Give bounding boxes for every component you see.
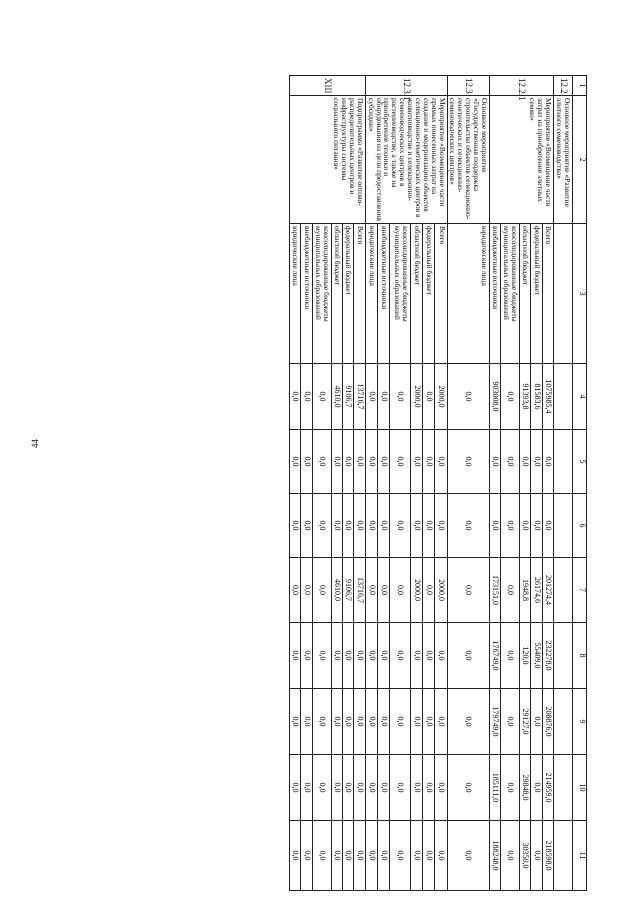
value-cell: 0,0 — [301, 364, 312, 430]
value-cell: 0,0 — [301, 494, 312, 558]
value-cell: 0,0 — [343, 755, 354, 821]
value-cell: 0,0 — [290, 689, 301, 755]
funding-source: Всего — [435, 224, 447, 364]
funding-source: областной бюджет — [410, 224, 422, 364]
value-cell: 30350,0 — [520, 821, 531, 891]
value-cell: 903008,0 — [489, 364, 500, 430]
value-cell: 81583,6 — [531, 364, 542, 430]
value-cell: 201274,4 — [542, 558, 553, 623]
value-cell: 0,0 — [390, 364, 410, 430]
value-cell: 0,0 — [354, 755, 365, 821]
table-row — [542, 76, 553, 891]
value-cell: 0,0 — [390, 755, 410, 821]
column-header: 5 — [573, 430, 587, 494]
value-cell: 0,0 — [354, 821, 365, 891]
funding-source — [554, 224, 573, 364]
value-cell: 208876,0 — [542, 689, 553, 755]
value-cell: 0,0 — [290, 364, 301, 430]
value-cell: 55409,0 — [531, 623, 542, 689]
value-cell: 0,0 — [410, 494, 422, 558]
value-cell: 0,0 — [501, 755, 520, 821]
value-cell: 0,0 — [312, 430, 331, 494]
value-cell: 0,0 — [390, 623, 410, 689]
value-cell: 0,0 — [365, 430, 377, 494]
value-cell: 0,0 — [331, 755, 342, 821]
value-cell: 0,0 — [435, 430, 447, 494]
value-cell: 0,0 — [365, 558, 377, 623]
value-cell: 9106,7 — [343, 558, 354, 623]
value-cell: 0,0 — [331, 430, 342, 494]
value-cell: 0,0 — [301, 821, 312, 891]
value-cell: 0,0 — [435, 821, 447, 891]
column-header: 2 — [573, 96, 587, 224]
value-cell: 2000,0 — [410, 558, 422, 623]
value-cell: 0,0 — [422, 623, 434, 689]
value-cell: 0,0 — [378, 558, 390, 623]
value-cell: 0,0 — [447, 430, 489, 494]
section-title: Основное мероприятие «Государственная поддержка строительства объектов селекционно-генетических и селекционно-семеноводческих центров» — [447, 96, 489, 224]
budget-table — [289, 75, 587, 891]
value-cell: 0,0 — [331, 494, 342, 558]
value-cell: 0,0 — [354, 494, 365, 558]
value-cell: 0,0 — [410, 623, 422, 689]
value-cell: 0,0 — [410, 430, 422, 494]
value-cell — [554, 430, 573, 494]
value-cell: 0,0 — [501, 494, 520, 558]
value-cell: 0,0 — [422, 558, 434, 623]
value-cell: 232278,0 — [542, 623, 553, 689]
value-cell: 4610,0 — [331, 364, 342, 430]
value-cell: 0,0 — [331, 623, 342, 689]
value-cell: 0,0 — [422, 755, 434, 821]
value-cell: 0,0 — [489, 494, 500, 558]
value-cell: 0,0 — [312, 364, 331, 430]
value-cell: 0,0 — [542, 430, 553, 494]
value-cell: 0,0 — [447, 689, 489, 755]
table-row — [435, 76, 447, 891]
value-cell: 0,0 — [447, 364, 489, 430]
funding-source: консолидированные бюджеты муниципальных образований — [501, 224, 520, 364]
value-cell: 0,0 — [378, 494, 390, 558]
value-cell: 0,0 — [447, 755, 489, 821]
value-cell — [554, 494, 573, 558]
section-title: Мероприятие «Возмещение части затрат на приобретение элитных семян» — [489, 96, 553, 224]
value-cell: 29848,0 — [520, 755, 531, 821]
value-cell: 0,0 — [354, 623, 365, 689]
value-cell: 0,0 — [390, 430, 410, 494]
column-header: 10 — [573, 755, 587, 821]
value-cell: 179749,0 — [489, 689, 500, 755]
column-header: 3 — [573, 224, 587, 364]
value-cell: 0,0 — [501, 821, 520, 891]
table-row — [447, 76, 489, 891]
value-cell: 0,0 — [365, 623, 377, 689]
value-cell: 0,0 — [378, 689, 390, 755]
value-cell: 0,0 — [531, 689, 542, 755]
value-cell: 0,0 — [312, 689, 331, 755]
value-cell: 0,0 — [520, 430, 531, 494]
funding-source: федеральный бюджет — [531, 224, 542, 364]
value-cell: 13716,7 — [354, 364, 365, 430]
value-cell: 0,0 — [422, 821, 434, 891]
funding-source: юридические лица — [447, 224, 489, 364]
value-cell: 0,0 — [365, 821, 377, 891]
value-cell: 0,0 — [501, 430, 520, 494]
value-cell: 0,0 — [365, 689, 377, 755]
value-cell: 0,0 — [343, 689, 354, 755]
section-id: 12.2.1 — [489, 76, 553, 96]
section-id: 12.3.1 — [365, 76, 447, 96]
value-cell: 2000,0 — [435, 364, 447, 430]
page-number: 44 — [30, 439, 40, 448]
section-id: XIII — [290, 76, 366, 96]
funding-source: Всего — [354, 224, 365, 364]
value-cell: 0,0 — [343, 623, 354, 689]
value-cell: 0,0 — [435, 494, 447, 558]
value-cell: 91393,8 — [520, 364, 531, 430]
value-cell: 0,0 — [365, 494, 377, 558]
value-cell: 13716,7 — [354, 558, 365, 623]
table-row — [354, 76, 365, 891]
value-cell: 0,0 — [410, 755, 422, 821]
value-cell: 0,0 — [410, 821, 422, 891]
value-cell: 26174,6 — [531, 558, 542, 623]
value-cell: 0,0 — [435, 755, 447, 821]
value-cell: 0,0 — [301, 689, 312, 755]
value-cell: 173151,0 — [489, 558, 500, 623]
value-cell: 2000,0 — [410, 364, 422, 430]
funding-source: внебюджетные источники — [301, 224, 312, 364]
value-cell: 0,0 — [447, 558, 489, 623]
value-cell: 4610,0 — [331, 558, 342, 623]
value-cell: 0,0 — [290, 821, 301, 891]
value-cell: 0,0 — [331, 689, 342, 755]
value-cell: 0,0 — [378, 364, 390, 430]
table-header-row — [573, 76, 587, 891]
value-cell: 0,0 — [343, 821, 354, 891]
funding-source: внебюджетные источники — [378, 224, 390, 364]
value-cell: 2000,0 — [435, 558, 447, 623]
value-cell: 0,0 — [422, 494, 434, 558]
funding-source: федеральный бюджет — [343, 224, 354, 364]
value-cell: 9106,7 — [343, 364, 354, 430]
value-cell: 0,0 — [354, 689, 365, 755]
table-row — [554, 76, 573, 891]
funding-source: консолидированные бюджеты муниципальных образований — [390, 224, 410, 364]
value-cell: 0,0 — [422, 430, 434, 494]
value-cell: 0,0 — [422, 364, 434, 430]
value-cell: 0,0 — [501, 623, 520, 689]
value-cell: 0,0 — [542, 494, 553, 558]
column-header: 9 — [573, 689, 587, 755]
value-cell — [554, 623, 573, 689]
value-cell: 0,0 — [390, 689, 410, 755]
value-cell: 0,0 — [365, 364, 377, 430]
value-cell — [554, 821, 573, 891]
budget-table-container — [60, 75, 587, 890]
value-cell: 0,0 — [531, 821, 542, 891]
value-cell: 0,0 — [312, 623, 331, 689]
funding-source: внебюджетные источники — [489, 224, 500, 364]
value-cell: 0,0 — [301, 430, 312, 494]
column-header: 1 — [573, 76, 587, 96]
value-cell: 0,0 — [365, 755, 377, 821]
value-cell: 0,0 — [343, 494, 354, 558]
value-cell: 120,0 — [520, 623, 531, 689]
value-cell: 0,0 — [312, 821, 331, 891]
column-header: 7 — [573, 558, 587, 623]
value-cell: 0,0 — [501, 364, 520, 430]
funding-source: юридические лица — [365, 224, 377, 364]
funding-source: Всего — [542, 224, 553, 364]
value-cell: 0,0 — [410, 689, 422, 755]
value-cell: 0,0 — [447, 494, 489, 558]
funding-source: областной бюджет — [331, 224, 342, 364]
value-cell: 29127,0 — [520, 689, 531, 755]
section-id: 12.3 — [447, 76, 489, 96]
value-cell: 0,0 — [501, 558, 520, 623]
value-cell: 0,0 — [312, 558, 331, 623]
value-cell: 0,0 — [378, 623, 390, 689]
value-cell: 0,0 — [447, 821, 489, 891]
value-cell: 0,0 — [489, 430, 500, 494]
value-cell: 0,0 — [354, 430, 365, 494]
value-cell: 0,0 — [390, 558, 410, 623]
value-cell: 0,0 — [290, 755, 301, 821]
column-header: 4 — [573, 364, 587, 430]
column-header: 8 — [573, 623, 587, 689]
section-title: Мероприятие «Возмещение части прямых понесенных затрат на создание и модернизацию объектов селекционно-генетических центров в животноводстве и селекционно-семеноводческих центров в растениеводстве, а также на приобретение техники и оборудования на цели предоставления субсидии» — [365, 96, 447, 224]
value-cell: 0,0 — [435, 623, 447, 689]
value-cell: 0,0 — [343, 430, 354, 494]
value-cell — [554, 755, 573, 821]
value-cell — [554, 689, 573, 755]
value-cell: 0,0 — [378, 821, 390, 891]
value-cell: 0,0 — [447, 623, 489, 689]
value-cell: 0,0 — [435, 689, 447, 755]
funding-source: консолидированные бюджеты муниципальных образований — [312, 224, 331, 364]
value-cell: 0,0 — [422, 689, 434, 755]
value-cell: 0,0 — [390, 494, 410, 558]
value-cell — [554, 364, 573, 430]
funding-source: юридические лица — [290, 224, 301, 364]
funding-source: федеральный бюджет — [422, 224, 434, 364]
value-cell: 176749,0 — [489, 623, 500, 689]
value-cell: 0,0 — [301, 755, 312, 821]
value-cell: 1948,8 — [520, 558, 531, 623]
value-cell: 0,0 — [331, 821, 342, 891]
section-id: 12.2 — [554, 76, 573, 96]
column-header: 6 — [573, 494, 587, 558]
value-cell: 0,0 — [290, 623, 301, 689]
value-cell: 0,0 — [290, 558, 301, 623]
value-cell: 0,0 — [390, 821, 410, 891]
value-cell: 0,0 — [312, 755, 331, 821]
value-cell: 185111,0 — [489, 755, 500, 821]
value-cell: 0,0 — [531, 494, 542, 558]
section-title: Подпрограмма «Развитие оптово-распределительных центров и инфраструктуры системы социального питания» — [290, 96, 366, 224]
value-cell: 0,0 — [531, 755, 542, 821]
value-cell: 0,0 — [520, 494, 531, 558]
value-cell: 0,0 — [301, 558, 312, 623]
value-cell: 0,0 — [290, 430, 301, 494]
value-cell: 188248,0 — [489, 821, 500, 891]
value-cell: 218598,0 — [542, 821, 553, 891]
value-cell: 0,0 — [301, 623, 312, 689]
value-cell: 0,0 — [501, 689, 520, 755]
value-cell: 0,0 — [378, 430, 390, 494]
funding-source: областной бюджет — [520, 224, 531, 364]
value-cell: 0,0 — [531, 430, 542, 494]
value-cell — [554, 558, 573, 623]
value-cell: 1075985,4 — [542, 364, 553, 430]
column-header: 11 — [573, 821, 587, 891]
value-cell: 0,0 — [378, 755, 390, 821]
section-title: Основное мероприятие «Развитие элитного семеноводства» — [554, 96, 573, 224]
value-cell: 0,0 — [290, 494, 301, 558]
value-cell: 0,0 — [312, 494, 331, 558]
value-cell: 214959,0 — [542, 755, 553, 821]
